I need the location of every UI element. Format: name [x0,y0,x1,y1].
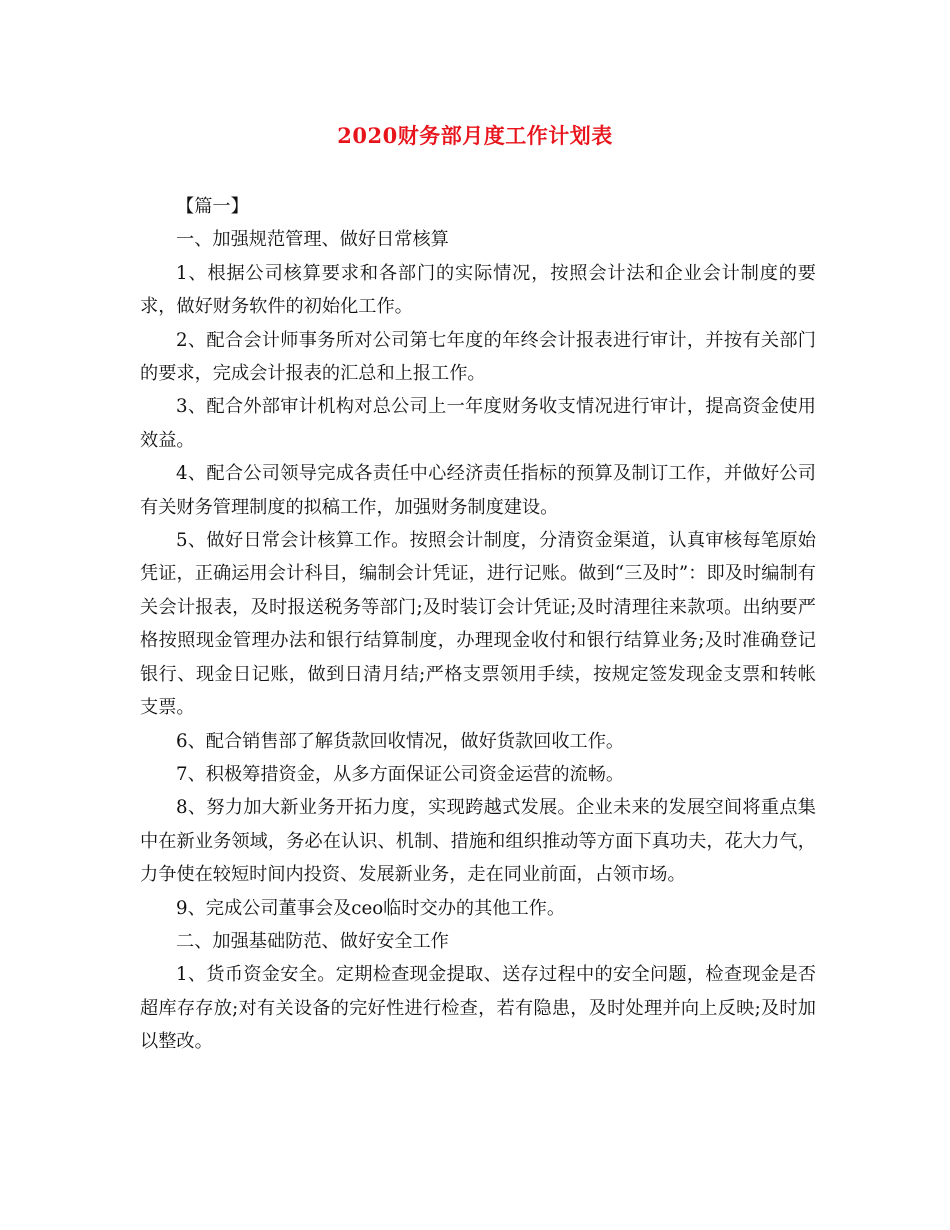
document-title: 2020财务部月度工作计划表 [337,123,613,148]
paragraph-1-5: 5、做好日常会计核算工作。按照会计制度，分清资金渠道，认真审核每笔原始凭证，正确运用会计科目，编制会计凭证，进行记账。做到“三及时”：即及时编制有关会计报表，及时报送税务等部门;及时装订会计凭证;及时清理往来款项。出纳要严格按照现金管理办法和银行结算制度，办理现金收付和银行结算业务;及时准确登记银行、现金日记账，做到日清月结;严格支票领用手续，按规定签发现金支票和转帐支票。 [140,530,816,719]
paragraph-1-8: 8、努力加大新业务开拓力度，实现跨越式发展。企业未来的发展空间将重点集中在新业务领域，务必在认识、机制、措施和组织推动等方面下真功夫，花大力气，力争使在较短时间内投资、发展新业务，走在同业前面，占领市场。 [140,797,816,886]
paragraph-1-2: 2、配合会计师事务所对公司第七年度的年终会计报表进行审计，并按有关部门的要求，完成会计报表的汇总和上报工作。 [140,329,816,385]
heading-section-1: 一、加强规范管理、做好日常核算 [176,229,449,251]
heading-section-2: 二、加强基础防范、做好安全工作 [176,930,449,952]
paragraph-1-1: 1、根据公司核算要求和各部门的实际情况，按照会计法和企业会计制度的要求，做好财务软件的初始化工作。 [140,262,816,318]
section-tag: 【篇一】 [176,196,249,217]
paragraph-1-7: 7、积极筹措资金，从多方面保证公司资金运营的流畅。 [176,763,625,785]
paragraph-1-6: 6、配合销售部了解货款回收情况，做好货款回收工作。 [176,730,625,752]
paragraph-1-4: 4、配合公司领导完成各责任中心经济责任指标的预算及制订工作，并做好公司有关财务管理制度的拟稿工作，加强财务制度建设。 [140,463,816,518]
document-body [140,190,816,1059]
paragraph-1-3: 3、配合外部审计机构对总公司上一年度财务收支情况进行审计，提高资金使用效益。 [140,396,816,451]
paragraph-1-9: 9、完成公司董事会及ceo临时交办的其他工作。 [176,897,566,919]
paragraph-2-1: 1、货币资金安全。定期检查现金提取、送存过程中的安全问题，检查现金是否超库存存放;对有关设备的完好性进行检查，若有隐患，及时处理并向上反映;及时加以整改。 [140,964,816,1053]
